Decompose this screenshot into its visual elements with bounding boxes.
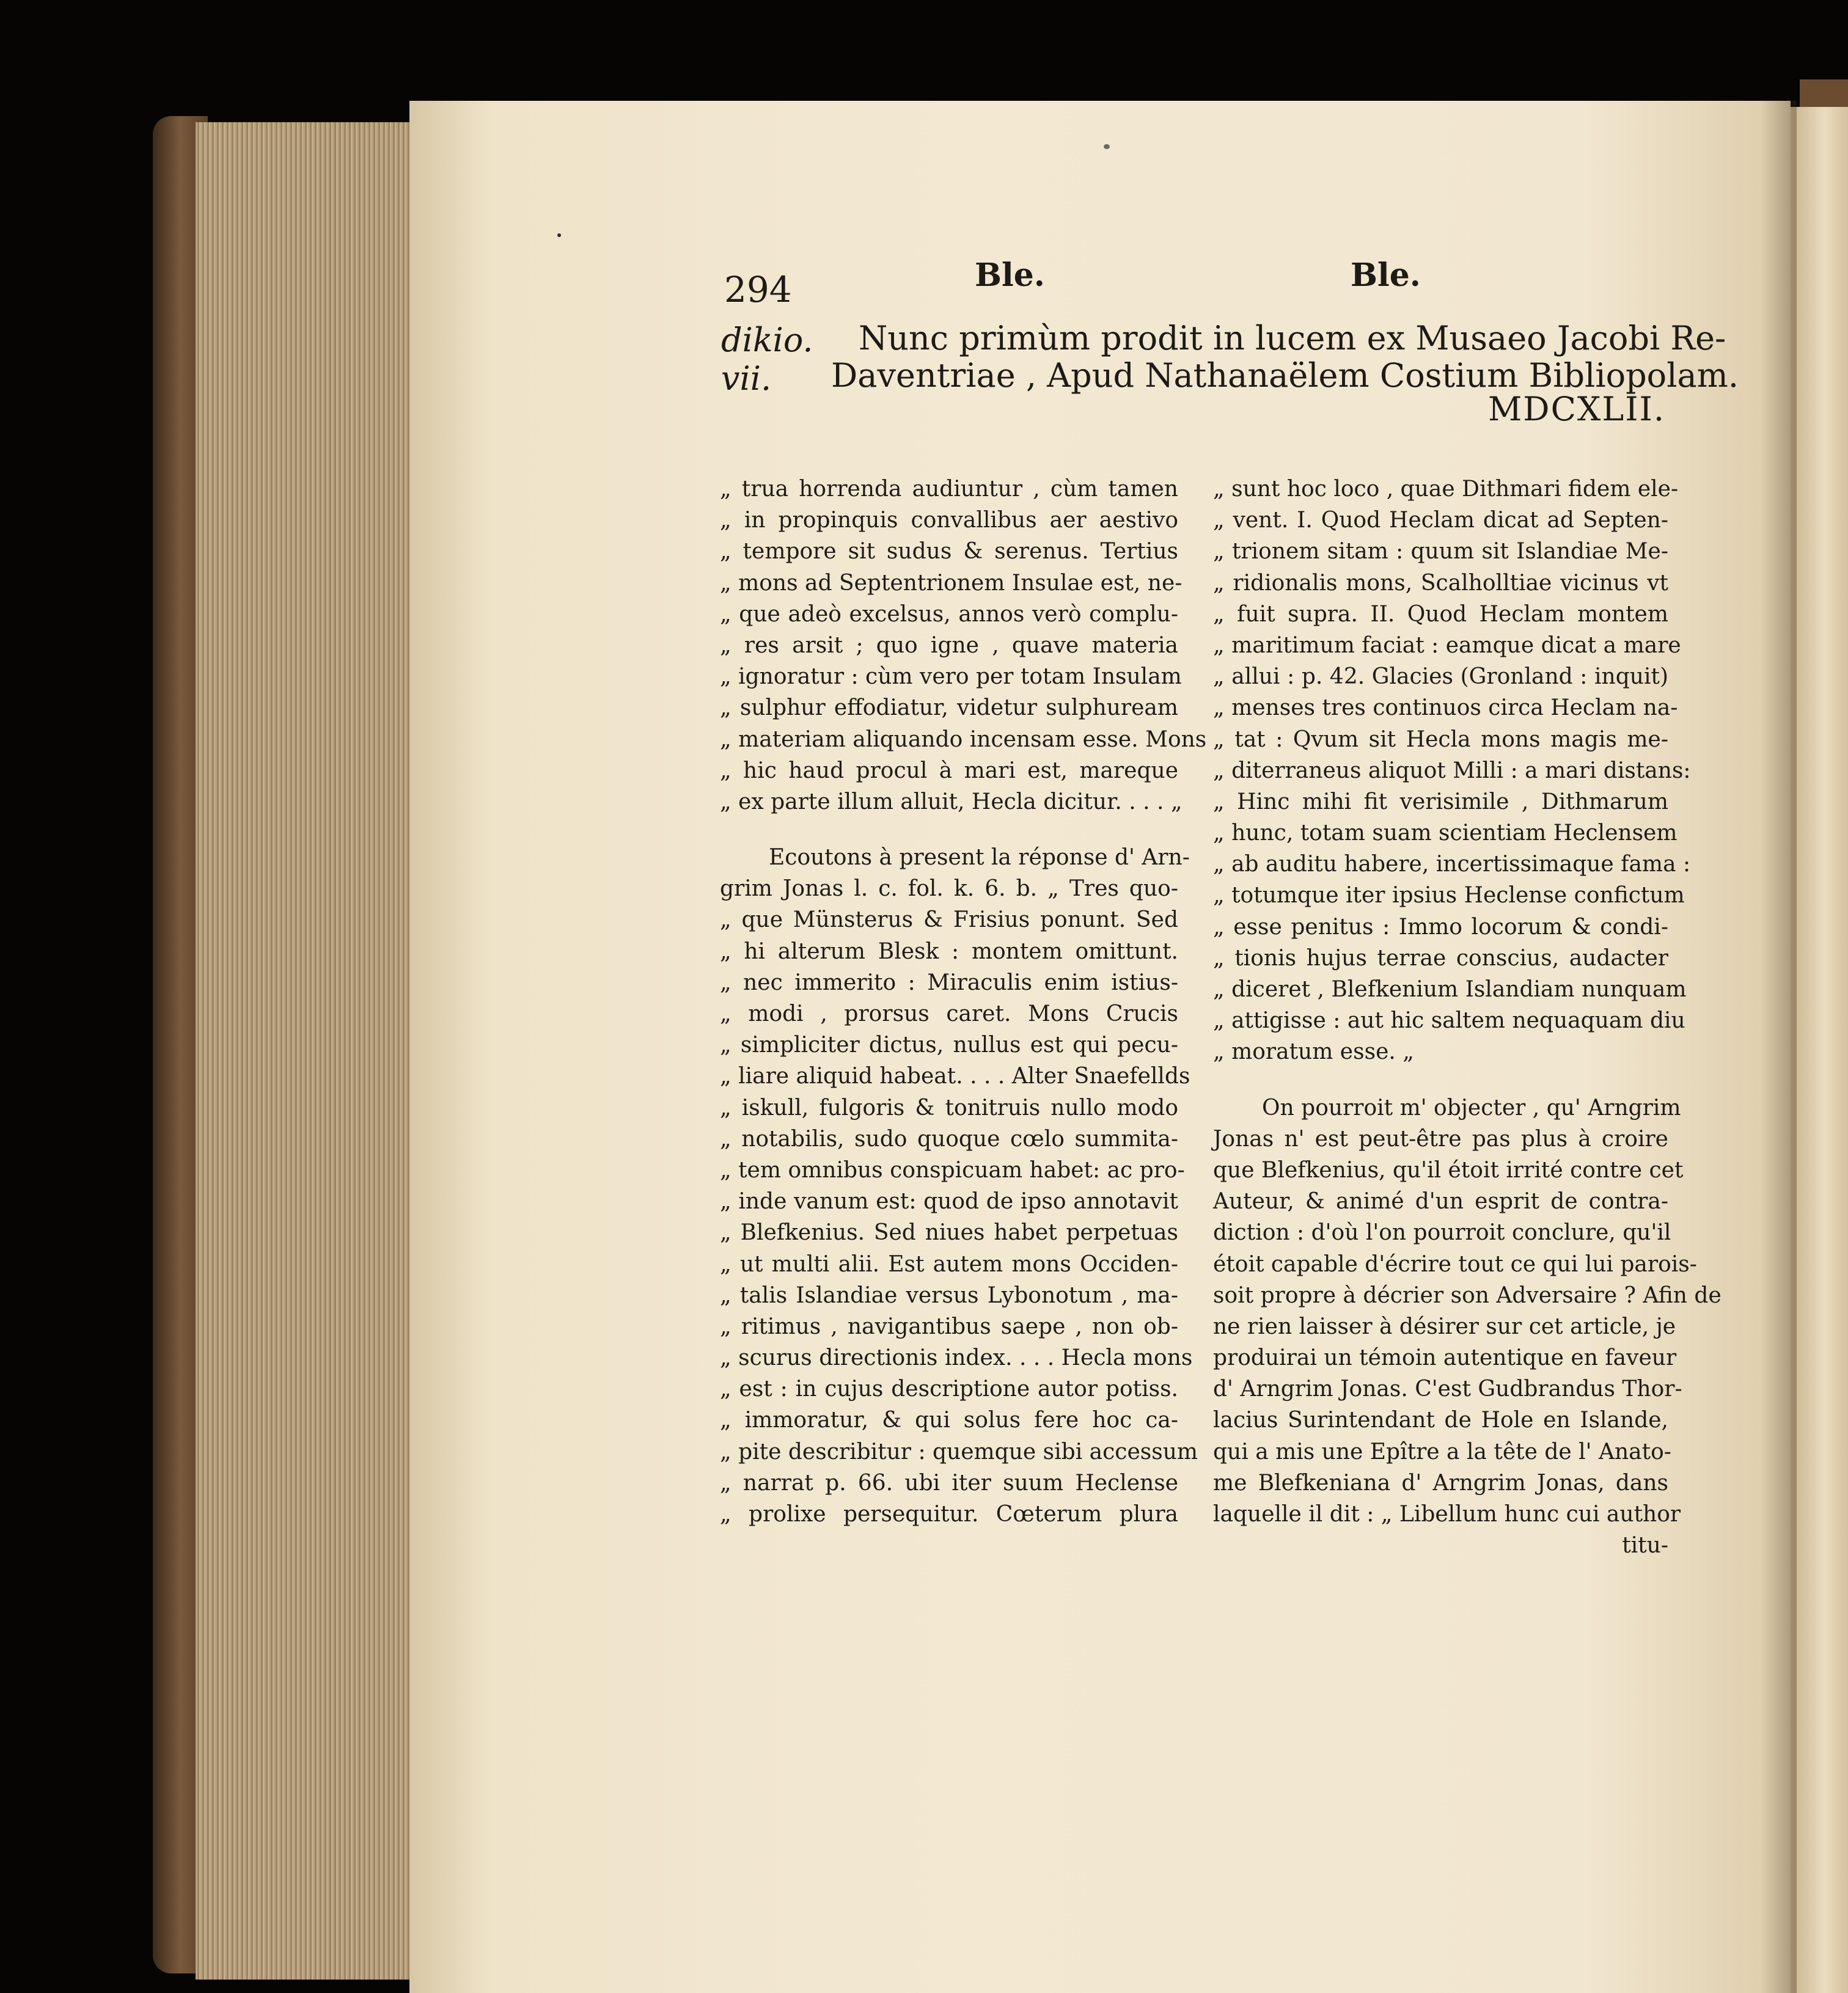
text-line: étoit capable d'écrire tout ce qui lui parois- [1213, 1251, 1697, 1277]
title-line-3-date: MDCXLII. [1488, 390, 1666, 428]
title-line-1-label: dikio. [721, 321, 813, 359]
text-line: „ trionem sitam : quum sit Islandiae Me- [1213, 539, 1668, 565]
text-line: „ nec immerito : Miraculis enim istius- [720, 970, 1178, 995]
text-line: „ attigisse : aut hic saltem nequaquam diu [1213, 1008, 1685, 1034]
text-line: „ tem omnibus conspicuam habet: ac pro- [720, 1157, 1185, 1183]
text-line: produirai un témoin autentique en faveur [1213, 1345, 1677, 1371]
text-line: Auteur, & animé d'un esprit de contra- [1213, 1189, 1668, 1215]
text-line: „ ritimus , navigantibus saepe , non ob- [720, 1314, 1178, 1339]
text-line: „ tat : Qvum sit Hecla mons magis me- [1213, 726, 1668, 752]
text-line: „ sulphur effodiatur, videtur sulphuream [720, 695, 1178, 721]
text-line: „ modi , prorsus caret. Mons Crucis [720, 1001, 1178, 1026]
text-line: „ que Münsterus & Frisius ponunt. Sed [720, 907, 1178, 933]
text-line: „ Hinc mihi fit verisimile , Dithmarum [1213, 789, 1668, 814]
text-line: „ hi alterum Blesk : montem omittunt. [720, 938, 1178, 964]
text-line: „ mons ad Septentrionem Insulae est, ne- [720, 570, 1182, 596]
text-line: „ ut multi alii. Est autem mons Occiden- [720, 1251, 1178, 1277]
text-line: „ esse penitus : Immo locorum & condi- [1213, 914, 1668, 940]
text-line: „ immoratur, & qui solus fere hoc ca- [720, 1408, 1178, 1433]
text-line: „ ignoratur : cùm vero per totam Insulam [720, 664, 1182, 690]
page-number: 294 [724, 269, 792, 310]
text-line: „ diceret , Blefkenium Islandiam nunquam [1213, 977, 1687, 1002]
ink-speck [557, 233, 561, 237]
text-line: On pourroit m' objecter , qu' Arngrim [1262, 1095, 1681, 1121]
text-line: „ iskull, fulgoris & tonitruis nullo modo [720, 1095, 1178, 1121]
text-line: „ allui : p. 42. Glacies (Gronland : inquit) [1213, 664, 1668, 690]
text-line: „ prolixe persequitur. Cœterum plura [720, 1502, 1178, 1527]
text-line: „ fuit supra. II. Quod Heclam montem [1213, 601, 1668, 627]
text-line: „ vent. I. Quod Heclam dicat ad Septen- [1213, 508, 1668, 533]
text-line: „ que adeò excelsus, annos verò complu- [720, 601, 1178, 627]
text-line: diction : d'où l'on pourroit conclure, qu'il [1213, 1220, 1671, 1246]
ink-speck [1104, 144, 1110, 149]
text-line: me Blefkeniana d' Arngrim Jonas, dans [1213, 1470, 1668, 1496]
text-line: „ ab auditu habere, incertissimaque fama : [1213, 852, 1691, 877]
text-line: „ notabilis, sudo quoque cœlo summita- [720, 1126, 1178, 1152]
text-line: „ tempore sit sudus & serenus. Tertius [720, 539, 1178, 565]
text-line: „ maritimum faciat : eamque dicat a mare [1213, 632, 1681, 658]
text-line: „ narrat p. 66. ubi iter suum Heclense [720, 1470, 1178, 1496]
text-line: laquelle il dit : „ Libellum hunc cui author [1213, 1502, 1681, 1527]
text-line: „ talis Islandiae versus Lybonotum , ma- [720, 1282, 1178, 1308]
text-line: „ sunt hoc loco , quae Dithmari fidem ele- [1213, 477, 1679, 502]
text-line: „ ridionalis mons, Scalholltiae vicinus vt [1213, 570, 1668, 596]
text-line: „ hic haud procul à mari est, mareque [720, 758, 1178, 783]
text-line: Ecoutons à present la réponse d' Arn- [769, 845, 1190, 871]
text-line: „ trua horrenda audiuntur , cùm tamen [720, 477, 1178, 502]
text-line: qui a mis une Epître a la tête de l' Anato- [1213, 1439, 1671, 1465]
text-line: grim Jonas l. c. fol. k. 6. b. „ Tres quo- [720, 876, 1178, 902]
running-head-left: Ble. [975, 257, 1045, 294]
text-line: „ in propinquis convallibus aer aestivo [720, 508, 1178, 533]
text-line: d' Arngrim Jonas. C'est Gudbrandus Thor- [1213, 1377, 1682, 1402]
text-line: „ res arsit ; quo igne , quave materia [720, 632, 1178, 658]
text-line: „ ex parte illum alluit, Hecla dicitur. . . . „ [720, 789, 1182, 814]
text-line: „ totumque iter ipsius Heclense confictum [1213, 883, 1685, 909]
text-line: „ Blefkenius. Sed niues habet perpetuas [720, 1220, 1178, 1246]
title-line-1: Nunc primùm prodit in lucem ex Musaeo Jacobi Re- [859, 319, 1726, 357]
text-line: „ inde vanum est: quod de ipso annotavit [720, 1189, 1178, 1215]
text-line: „ diterraneus aliquot Milli : a mari distans: [1213, 758, 1691, 783]
page-gutter-shadow [1760, 101, 1797, 1993]
text-line: „ scurus directionis index. . . . Hecla mons [720, 1345, 1193, 1371]
facing-page-edge [1791, 107, 1848, 1993]
running-head-right: Ble. [1351, 257, 1421, 294]
text-line: „ tionis hujus terrae conscius, audacter [1213, 945, 1668, 971]
text-line: lacius Surintendant de Hole en Islande, [1213, 1408, 1668, 1433]
text-line: „ pite describitur : quemque sibi accessum [720, 1439, 1198, 1465]
text-line: Jonas n' est peut-être pas plus à croire [1213, 1126, 1668, 1152]
text-line: „ simpliciter dictus, nullus est qui pecu- [720, 1033, 1178, 1058]
title-line-2-label: vii. [721, 359, 772, 398]
text-line: que Blefkenius, qu'il étoit irrité contre cet [1213, 1157, 1684, 1183]
text-line: „ hunc, totam suam scientiam Heclensem [1213, 821, 1678, 846]
text-line: „ liare aliquid habeat. . . . Alter Snaefellds [720, 1064, 1190, 1089]
text-line: titu- [1622, 1533, 1668, 1559]
left-text-column [720, 474, 1207, 1530]
text-line: „ materiam aliquando incensam esse. Mons [720, 726, 1207, 752]
text-line: soit propre à décrier son Adversaire ? Afin de [1213, 1282, 1722, 1308]
right-text-column [1213, 474, 1722, 1561]
text-line: „ moratum esse. „ [1213, 1039, 1414, 1065]
text-line: „ menses tres continuos circa Heclam na- [1213, 695, 1678, 721]
title-line-2: Daventriae , Apud Nathanaëlem Costium Bibliopolam. [831, 356, 1739, 395]
text-line: „ est : in cujus descriptione autor potiss. [720, 1377, 1178, 1402]
page-edges [196, 122, 409, 1980]
text-line: ne rien laisser à désirer sur cet article, je [1213, 1314, 1676, 1339]
